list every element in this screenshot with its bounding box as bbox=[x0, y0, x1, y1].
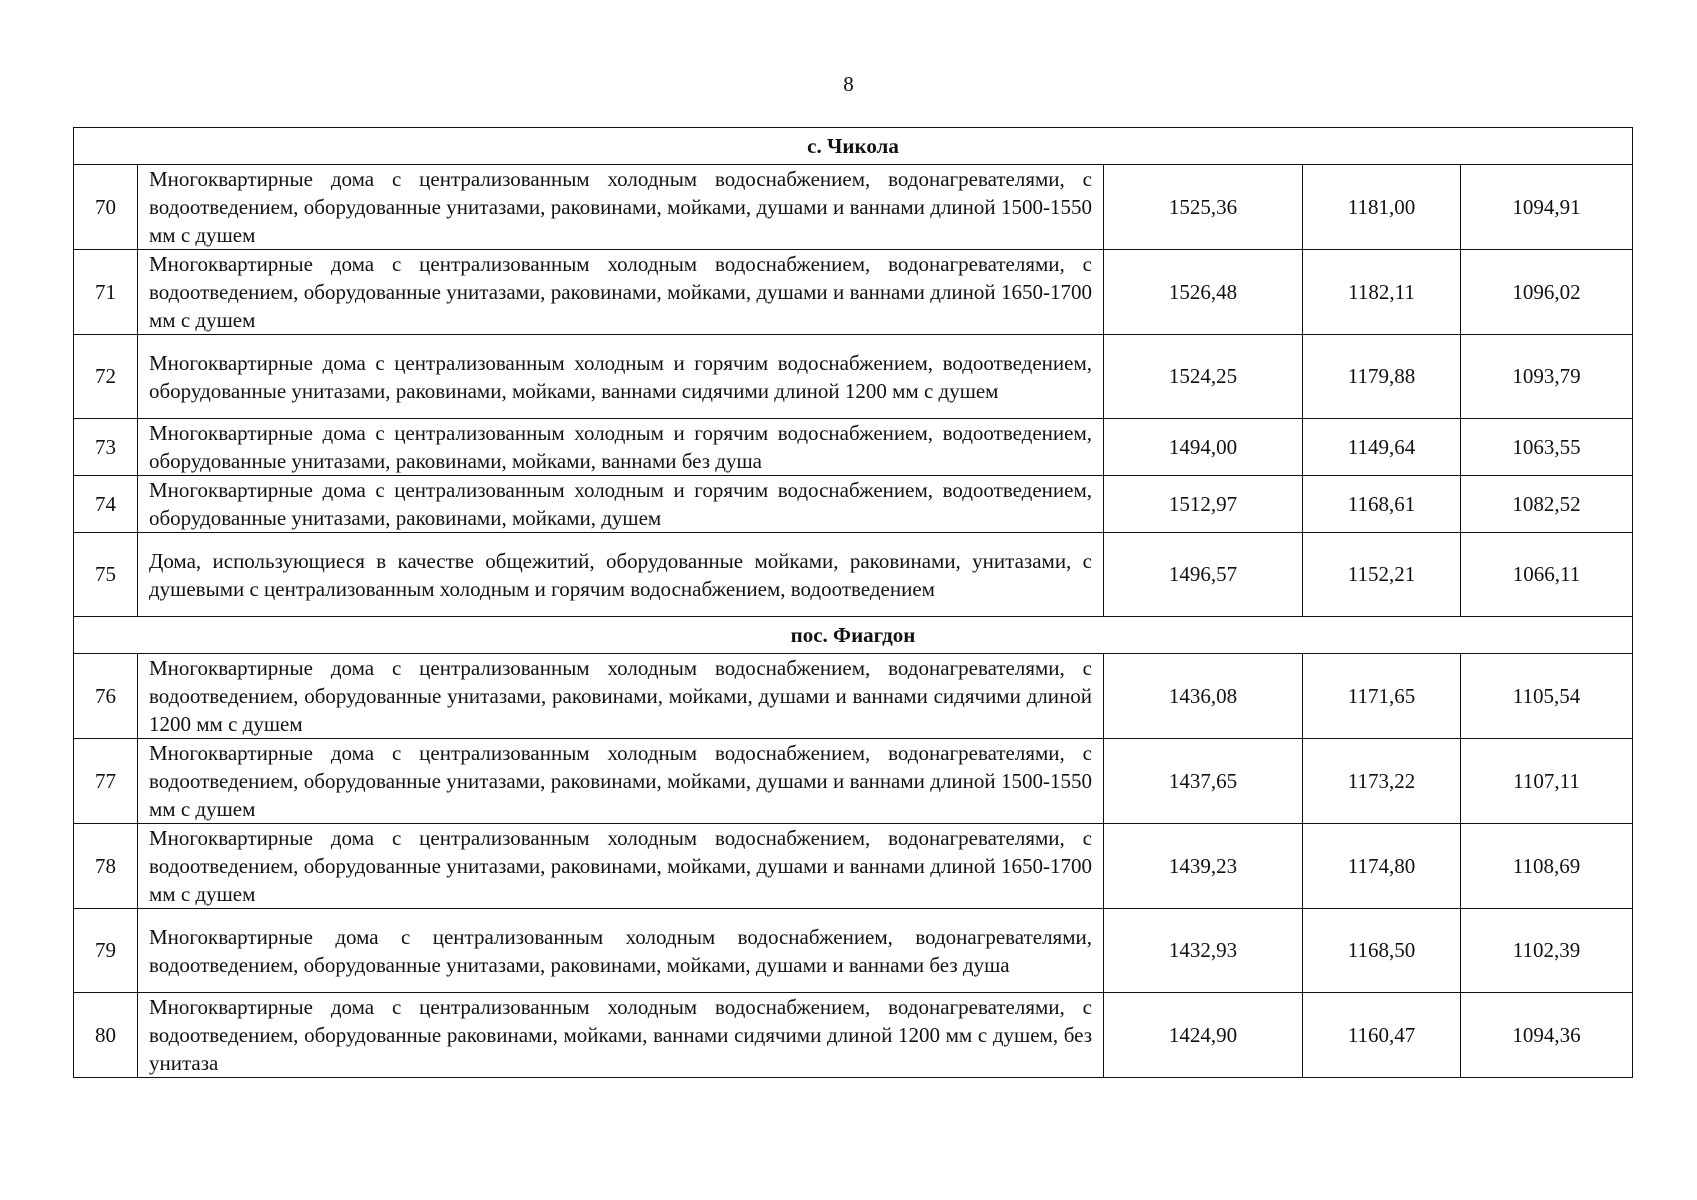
row-number: 75 bbox=[74, 533, 138, 617]
row-value-1: 1524,25 bbox=[1104, 335, 1303, 419]
row-value-2: 1160,47 bbox=[1303, 993, 1461, 1078]
row-value-3: 1094,36 bbox=[1461, 993, 1633, 1078]
row-description: Многоквартирные дома с централизованным холодным водоснабжением, водонагревателями, с водоотведением, оборудованные унитазами, раковинами, мойками, душами и ваннами длиной 1500-1550 мм с душем bbox=[138, 739, 1104, 824]
row-number: 73 bbox=[74, 419, 138, 476]
row-value-1: 1494,00 bbox=[1104, 419, 1303, 476]
table-row bbox=[74, 993, 1633, 1078]
table-row bbox=[74, 250, 1633, 335]
row-description: Многоквартирные дома с централизованным холодным и горячим водоснабжением, водоотведением, оборудованные унитазами, раковинами, мойками, душем bbox=[138, 476, 1104, 533]
row-value-3: 1107,11 bbox=[1461, 739, 1633, 824]
row-value-2: 1173,22 bbox=[1303, 739, 1461, 824]
section-header bbox=[74, 617, 1633, 654]
row-value-3: 1093,79 bbox=[1461, 335, 1633, 419]
row-value-1: 1424,90 bbox=[1104, 993, 1303, 1078]
table-row bbox=[74, 476, 1633, 533]
table-row bbox=[74, 909, 1633, 993]
row-value-3: 1066,11 bbox=[1461, 533, 1633, 617]
row-value-2: 1179,88 bbox=[1303, 335, 1461, 419]
row-value-1: 1496,57 bbox=[1104, 533, 1303, 617]
row-number: 70 bbox=[74, 165, 138, 250]
row-value-1: 1512,97 bbox=[1104, 476, 1303, 533]
table-row bbox=[74, 654, 1633, 739]
row-description: Дома, использующиеся в качестве общежитий, оборудованные мойками, раковинами, унитазами, с душевыми с централизованным холодным и горячим водоснабжением, водоотведением bbox=[138, 533, 1104, 617]
row-value-2: 1171,65 bbox=[1303, 654, 1461, 739]
row-description: Многоквартирные дома с централизованным холодным водоснабжением, водонагревателями, с водоотведением, оборудованные унитазами, раковинами, мойками, душами и ваннами сидячими длиной 1200 мм с душем bbox=[138, 654, 1104, 739]
row-description: Многоквартирные дома с централизованным холодным водоснабжением, водонагревателями, с водоотведением, оборудованные раковинами, мойками, ваннами сидячими длиной 1200 мм с душем, без унитаза bbox=[138, 993, 1104, 1078]
row-number: 79 bbox=[74, 909, 138, 993]
row-description: Многоквартирные дома с централизованным холодным и горячим водоснабжением, водоотведением, оборудованные унитазами, раковинами, мойками, ваннами без душа bbox=[138, 419, 1104, 476]
row-value-1: 1437,65 bbox=[1104, 739, 1303, 824]
row-description: Многоквартирные дома с централизованным холодным и горячим водоснабжением, водоотведением, оборудованные унитазами, раковинами, мойками, ваннами сидячими длиной 1200 мм с душем bbox=[138, 335, 1104, 419]
row-value-2: 1152,21 bbox=[1303, 533, 1461, 617]
row-value-1: 1439,23 bbox=[1104, 824, 1303, 909]
row-value-3: 1094,91 bbox=[1461, 165, 1633, 250]
row-value-3: 1096,02 bbox=[1461, 250, 1633, 335]
row-description: Многоквартирные дома с централизованным холодным водоснабжением, водонагревателями, с водоотведением, оборудованные унитазами, раковинами, мойками, душами и ваннами длиной 1500-1550 мм с душем bbox=[138, 165, 1104, 250]
row-number: 77 bbox=[74, 739, 138, 824]
table-row bbox=[74, 824, 1633, 909]
row-description: Многоквартирные дома с централизованным холодным водоснабжением, водонагревателями, с водоотведением, оборудованные унитазами, раковинами, мойками, душами и ваннами длиной 1650-1700 мм с душем bbox=[138, 250, 1104, 335]
table-row bbox=[74, 739, 1633, 824]
table-row bbox=[74, 165, 1633, 250]
tariff-table bbox=[73, 127, 1633, 1078]
row-value-2: 1174,80 bbox=[1303, 824, 1461, 909]
row-value-1: 1526,48 bbox=[1104, 250, 1303, 335]
row-number: 74 bbox=[74, 476, 138, 533]
row-value-1: 1525,36 bbox=[1104, 165, 1303, 250]
row-value-3: 1102,39 bbox=[1461, 909, 1633, 993]
row-value-2: 1149,64 bbox=[1303, 419, 1461, 476]
table-row bbox=[74, 335, 1633, 419]
page-number: 8 bbox=[843, 72, 854, 96]
row-value-3: 1063,55 bbox=[1461, 419, 1633, 476]
row-number: 71 bbox=[74, 250, 138, 335]
section-title: с. Чикола bbox=[74, 128, 1633, 165]
table-row bbox=[74, 419, 1633, 476]
row-value-3: 1105,54 bbox=[1461, 654, 1633, 739]
row-value-1: 1432,93 bbox=[1104, 909, 1303, 993]
row-description: Многоквартирные дома с централизованным холодным водоснабжением, водонагревателями, с водоотведением, оборудованные унитазами, раковинами, мойками, душами и ваннами длиной 1650-1700 мм с душем bbox=[138, 824, 1104, 909]
row-value-1: 1436,08 bbox=[1104, 654, 1303, 739]
row-value-2: 1168,61 bbox=[1303, 476, 1461, 533]
row-value-2: 1168,50 bbox=[1303, 909, 1461, 993]
row-value-2: 1182,11 bbox=[1303, 250, 1461, 335]
table-row bbox=[74, 533, 1633, 617]
row-value-2: 1181,00 bbox=[1303, 165, 1461, 250]
section-title: пос. Фиагдон bbox=[74, 617, 1633, 654]
section-header bbox=[74, 128, 1633, 165]
row-number: 76 bbox=[74, 654, 138, 739]
row-description: Многоквартирные дома с централизованным холодным водоснабжением, водонагревателями, водоотведением, оборудованные унитазами, раковинами, мойками, душами и ваннами без душа bbox=[138, 909, 1104, 993]
row-value-3: 1082,52 bbox=[1461, 476, 1633, 533]
row-number: 78 bbox=[74, 824, 138, 909]
row-number: 80 bbox=[74, 993, 138, 1078]
row-number: 72 bbox=[74, 335, 138, 419]
row-value-3: 1108,69 bbox=[1461, 824, 1633, 909]
